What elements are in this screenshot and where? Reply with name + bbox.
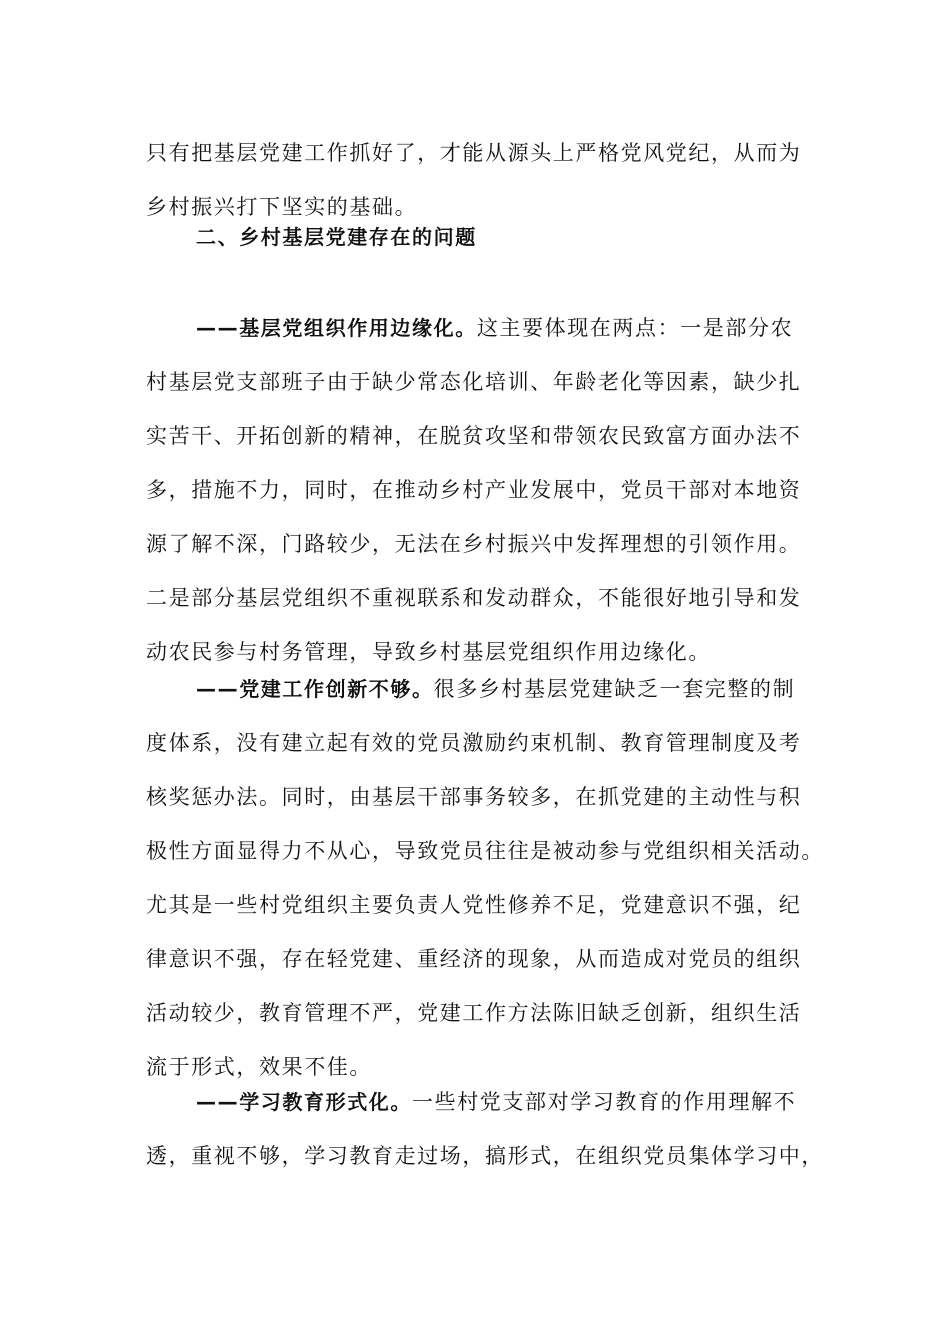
paragraph-line: 只有把基层党建工作抓好了，才能从源头上严格党风党纪，从而为 — [146, 141, 802, 165]
paragraph-line: 流于形式，效果不佳。 — [146, 1055, 372, 1079]
paragraph-line: 律意识不强，存在轻党建、重经济的现象，从而造成对党员的组织 — [146, 947, 802, 971]
item-lead-title: ——基层党组织作用边缘化。 — [196, 316, 477, 340]
paragraph-item-3 — [146, 1075, 824, 1183]
paragraph-line: 极性方面显得力不从心，导致党员往往是被动参与党组织相关活动。 — [146, 839, 824, 863]
paragraph-line: 核奖惩办法。同时，由基层干部事务较多，在抓党建的主动性与积 — [146, 785, 802, 809]
paragraph-line: 多，措施不力，同时，在推动乡村产业发展中，党员干部对本地资 — [146, 478, 802, 502]
paragraph-line: 尤其是一些村党组织主要负责人党性修养不足，党建意识不强，纪 — [146, 893, 802, 917]
paragraph-line: 乡村振兴打下坚实的基础。 — [146, 195, 418, 219]
paragraph-line: 动农民参与村务管理，导致乡村基层党组织作用边缘化。 — [146, 640, 711, 664]
paragraph-line: 活动较少，教育管理不严，党建工作方法陈旧缺乏创新，组织生活 — [146, 1001, 802, 1025]
paragraph-first-line — [146, 1075, 806, 1129]
item-lead-rest: 这主要体现在两点：一是部分农 — [476, 316, 794, 340]
paragraph-line: 二是部分基层党组织不重视联系和发动群众，不能很好地引导和发 — [146, 586, 802, 610]
item-lead-title: ——学习教育形式化。 — [196, 1090, 412, 1114]
item-lead-title: ——党建工作创新不够。 — [196, 677, 434, 701]
paragraph-item-1 — [146, 301, 806, 679]
paragraph-line: 实苦干、开拓创新的精神，在脱贫攻坚和带领农民致富方面办法不 — [146, 424, 802, 448]
item-lead-rest: 一些村党支部对学习教育的作用理解不 — [412, 1090, 797, 1114]
item-lead-rest: 很多乡村基层党建缺乏一套完整的制 — [433, 677, 796, 701]
paragraph-line: 度体系，没有建立起有效的党员激励约束机制、教育管理制度及考 — [146, 731, 802, 755]
paragraph-line: 透，重视不够，学习教育走过场，搞形式，在组织党员集体学习中， — [146, 1144, 824, 1168]
paragraph-line: 源了解不深，门路较少，无法在乡村振兴中发挥理想的引领作用。 — [146, 532, 802, 556]
paragraph-first-line — [146, 301, 806, 355]
paragraph-first-line — [146, 662, 806, 716]
section-heading: 二、乡村基层党建存在的问题 — [196, 225, 477, 249]
paragraph-line: 村基层党支部班子由于缺少常态化培训、年龄老化等因素，缺少扎 — [146, 370, 802, 394]
paragraph-item-2 — [146, 662, 824, 1094]
